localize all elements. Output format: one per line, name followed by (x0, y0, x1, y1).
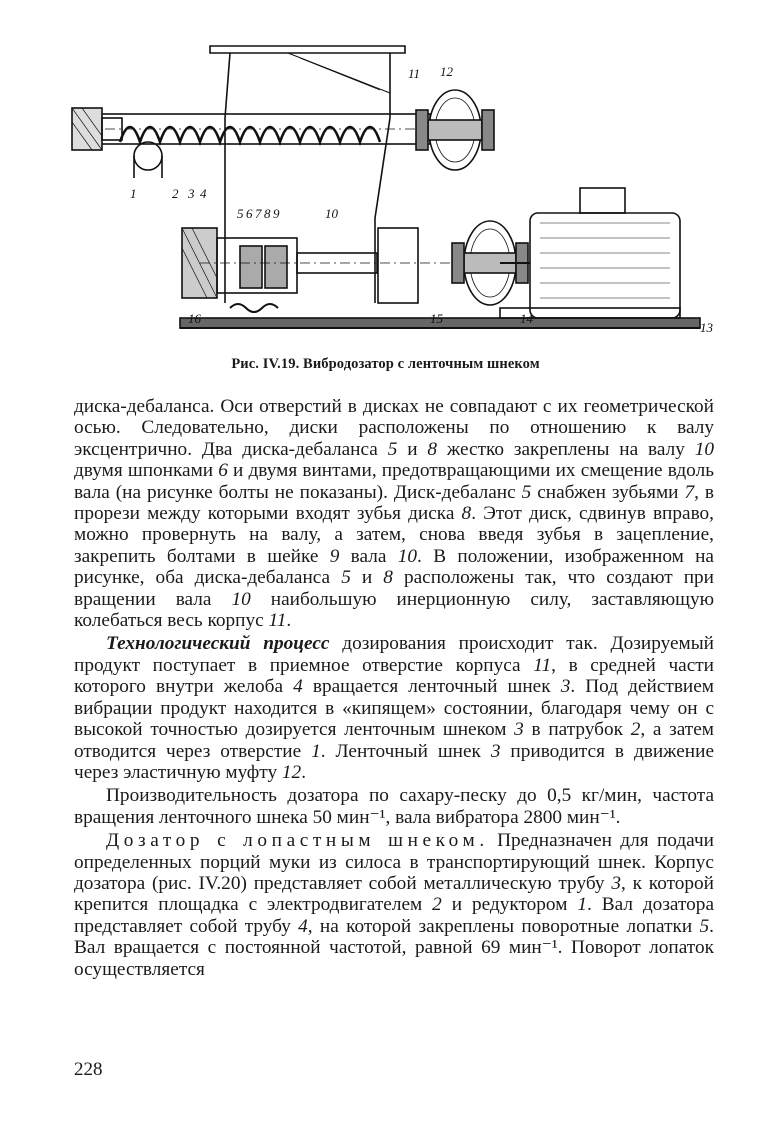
text-run: 10 (694, 438, 715, 460)
svg-text:11: 11 (408, 66, 421, 81)
text-run: приводится в движение через эластичную муфту (74, 740, 714, 783)
text-run: вращается ленточный шнек (302, 676, 561, 698)
text-run: 4 (298, 915, 308, 937)
text-run: 5 (341, 567, 351, 589)
text-run: 8 (461, 503, 472, 525)
text-run: , в прорези между которыми входят зубья диска (74, 481, 714, 525)
text-run: наибольшую инерционную силу, заставляющую колебаться весь корпус (74, 588, 714, 632)
text-run: 3 (490, 740, 501, 762)
text-run: 4 (293, 676, 303, 698)
text-run: . Под действием вибрации продукт находится в «кипящем» состоянии, благодаря чему он с высокой точностью дозируется ленточным шнеком (74, 676, 714, 741)
text-run: 7 (684, 481, 695, 503)
figure-caption: Рис. IV.19. Вибродозатор с ленточным шнеком (231, 356, 540, 372)
vibrator-section (182, 228, 480, 312)
svg-text:8: 8 (264, 206, 271, 221)
svg-text:3: 3 (188, 186, 195, 201)
svg-text:4: 4 (200, 186, 207, 201)
paragraph (74, 396, 714, 631)
text-run: 11 (268, 610, 287, 632)
page-number: 228 (74, 1059, 103, 1080)
svg-text:1: 1 (130, 186, 137, 201)
text-run: 3 (611, 872, 621, 894)
text-run: 8 (427, 438, 438, 460)
svg-text:6: 6 (246, 206, 253, 221)
text-run: 10 (397, 545, 418, 567)
paragraph (74, 633, 714, 783)
auger-tube (90, 114, 430, 144)
vibrodoser-drawing (60, 38, 720, 338)
text-run: . В положении, изображенном на рисунке, оба диска-дебаланса (74, 545, 714, 589)
text-run: 12 (281, 761, 302, 783)
text-run: в патрубок (523, 719, 631, 741)
figure-vibrodoser (60, 38, 720, 338)
text-run: вала (339, 545, 398, 567)
text-run: 3 (560, 676, 571, 698)
text-run: , на которой закреплены поворотные лопатки (307, 915, 700, 937)
svg-text:13: 13 (700, 320, 713, 335)
svg-text:12: 12 (440, 64, 453, 79)
text-run: Предназначен для подачи определенных порций муки из силоса в транспортирующий шнек. Корпус дозатора (рис. IV.20) представляет собой металлическую трубу (74, 830, 714, 894)
text-run: . Вал дозатора представляет собой трубу (74, 894, 715, 937)
text-run: 1 (311, 740, 321, 762)
text-run: дозирования происходит так. Дозируемый продукт поступает в приемное отверстие корпуса (74, 633, 714, 676)
svg-text:16: 16 (188, 311, 201, 326)
text-run: и редуктором (441, 894, 578, 916)
text-run: 11 (533, 654, 552, 676)
svg-text:2: 2 (172, 186, 179, 201)
text-run: 5 (521, 481, 532, 503)
text-run: 5 (387, 438, 398, 460)
text-run: , в средней части которого внутри желоба (74, 654, 714, 698)
svg-text:14: 14 (520, 311, 533, 326)
text-run: 2 (630, 719, 641, 741)
text-run: . Ленточный шнек (320, 740, 491, 762)
text-run: двумя шпонками (74, 460, 219, 482)
paragraph (74, 830, 714, 980)
text-run: . (286, 610, 292, 632)
text-run: и (397, 438, 428, 460)
text-run: . Этот диск, сдвинув вправо, можно провернуть на валу, а затем, снова введя зубья в зацепление, закрепить болтами в шейке (74, 503, 714, 567)
coupling-12 (416, 90, 494, 170)
text-run: и двумя винтами, предотвращающими их смещение вдоль вала (на рисунке болты не показаны). Диск-дебаланс (74, 460, 714, 503)
paragraph (74, 785, 714, 828)
svg-text:9: 9 (273, 206, 280, 221)
text-run: 6 (218, 460, 228, 482)
svg-text:5: 5 (237, 206, 244, 221)
text-run: , а затем отводится через отверстие (74, 719, 714, 762)
text-run: 3 (514, 719, 524, 741)
text-run: 5 (699, 915, 710, 937)
text-run: 10 (231, 588, 251, 610)
text-run: 8 (383, 567, 393, 589)
text-run: 1 (577, 894, 587, 916)
text-run: Технологический процесс (106, 633, 330, 655)
text-run: снабжен зубьями (531, 481, 685, 503)
svg-text:15: 15 (430, 311, 443, 326)
text-run: диска-дебаланса. Оси отверстий в дисках не совпадают с их геометрической осью. Следовательно, диски расположены по отношению к валу эксцентрично. Два диска-дебаланса (74, 396, 714, 460)
text-run: Производительность дозатора по сахару-песку до 0,5 кг/мин, частота вращения ленточного шнека 50 мин⁻¹, вала вибратора 2800 мин⁻¹. (74, 785, 714, 828)
svg-text:7: 7 (255, 206, 262, 221)
text-run: расположены так, что создают при вращении вала (74, 567, 714, 610)
text-run: . (301, 761, 307, 783)
text-run: 9 (329, 545, 340, 567)
text-run: жестко закреплены на валу (437, 438, 695, 460)
body-text (74, 396, 714, 980)
text-run: Дозатор с лопастным шнеком. (106, 830, 489, 852)
text-run: 2 (432, 894, 442, 916)
svg-text:10: 10 (325, 206, 338, 221)
text-run: и (350, 567, 384, 589)
text-run: . Вал вращается с постоянной частотой, равной 69 мин⁻¹. Поворот лопаток осуществляется (74, 915, 714, 980)
text-run: , к которой крепится площадка с электродвигателем (74, 872, 714, 916)
left-end-housing (72, 108, 162, 178)
